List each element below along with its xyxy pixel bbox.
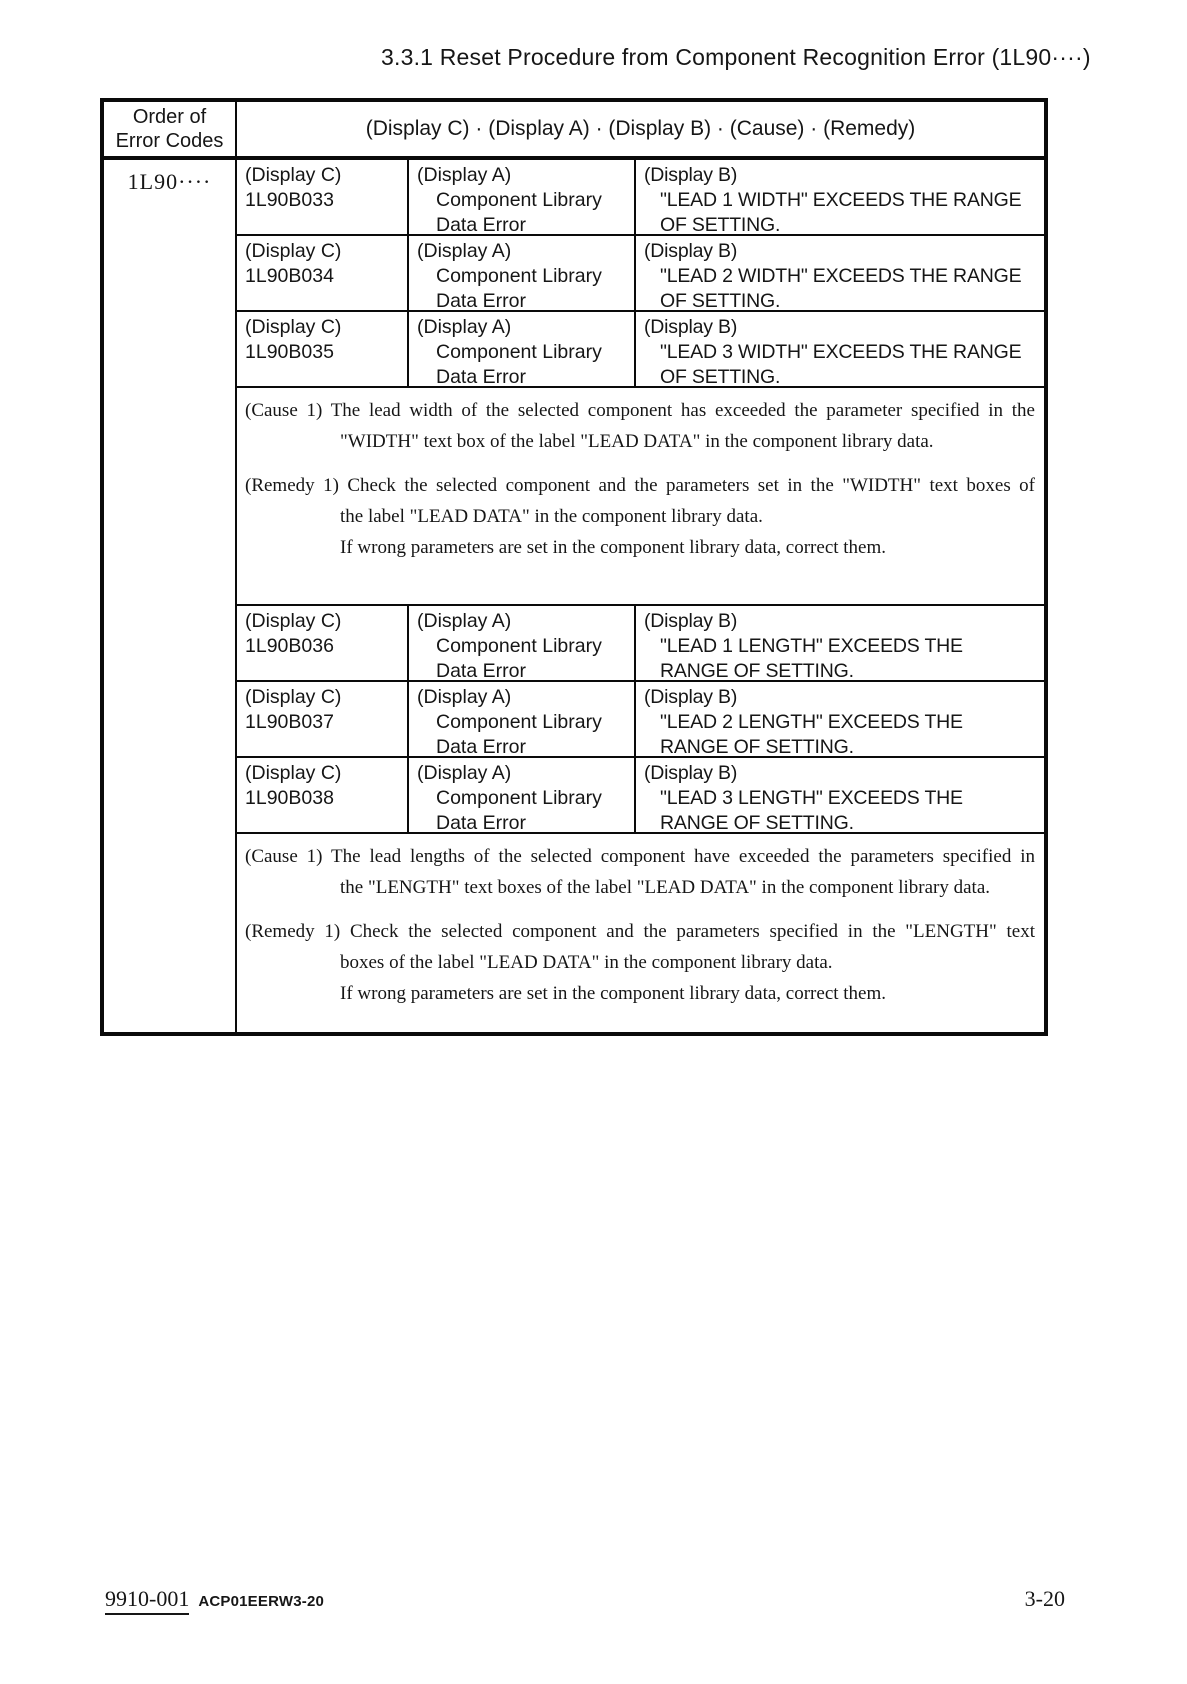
display-b-text: "LEAD 2 LENGTH" EXCEEDS THE (660, 711, 963, 733)
display-c-code: 1L90B038 (245, 787, 334, 809)
display-a-label: (Display A) (417, 316, 512, 338)
display-a-text: Component Library (436, 265, 602, 287)
header-order-of-error-codes (104, 102, 237, 156)
display-a-label: (Display A) (417, 762, 512, 784)
error-row-1l90b037 (237, 682, 1044, 758)
remedy-text: (Remedy 1) Check the selected component and the parameters set in the "WIDTH" text boxes of (245, 475, 1035, 496)
display-a-text: Component Library (436, 341, 602, 363)
display-c-label: (Display C) (245, 240, 342, 262)
display-b-text: "LEAD 3 WIDTH" EXCEEDS THE RANGE (660, 341, 1022, 363)
display-a-label: (Display A) (417, 164, 512, 186)
error-row-1l90b034 (237, 236, 1044, 312)
display-c-code: 1L90B035 (245, 341, 334, 363)
error-code-group: 1L90···· (104, 160, 237, 1032)
remedy-text: the label "LEAD DATA" in the component library data. (340, 506, 763, 527)
page-title: 3.3.1 Reset Procedure from Component Recognition Error (1L90····) (381, 44, 1091, 70)
error-row-1l90b036 (237, 606, 1044, 682)
display-b-cell (636, 236, 1044, 310)
display-b-text: RANGE OF SETTING. (660, 812, 854, 834)
remedy-text: boxes of the label "LEAD DATA" in the component library data. (340, 952, 833, 973)
display-b-cell (636, 312, 1044, 386)
display-b-text: "LEAD 1 WIDTH" EXCEEDS THE RANGE (660, 189, 1022, 211)
display-a-cell (409, 312, 636, 386)
display-a-cell (409, 236, 636, 310)
display-a-cell (409, 606, 636, 680)
error-row-1l90b035 (237, 312, 1044, 388)
display-b-text: "LEAD 3 LENGTH" EXCEEDS THE (660, 787, 963, 809)
display-c-cell (237, 312, 409, 386)
header-col1-line1: Order of (132, 106, 207, 128)
display-a-cell (409, 682, 636, 756)
table-body (104, 160, 1044, 1032)
error-row-1l90b038 (237, 758, 1044, 834)
display-b-cell (636, 606, 1044, 680)
error-row-1l90b033 (237, 160, 1044, 236)
display-b-label: (Display B) (644, 610, 738, 632)
display-b-text: RANGE OF SETTING. (660, 660, 854, 682)
remedy-text: If wrong parameters are set in the component library data, correct them. (340, 983, 887, 1004)
display-b-text: "LEAD 2 WIDTH" EXCEEDS THE RANGE (660, 265, 1022, 287)
display-a-label: (Display A) (417, 240, 512, 262)
cause-remedy-block-length (237, 834, 1044, 1032)
display-b-cell (636, 758, 1044, 832)
header-col1-line2: Error Codes (115, 130, 224, 152)
cause-text: (Cause 1) The lead lengths of the selected component have exceeded the parameters specified in (245, 846, 1035, 867)
display-a-text: Component Library (436, 635, 602, 657)
display-a-cell (409, 160, 636, 234)
display-c-code: 1L90B033 (245, 189, 334, 211)
display-c-cell (237, 606, 409, 680)
display-a-text: Component Library (436, 787, 602, 809)
display-b-text: OF SETTING. (660, 366, 781, 388)
display-b-text: "LEAD 1 LENGTH" EXCEEDS THE (660, 635, 963, 657)
display-b-text: OF SETTING. (660, 290, 781, 312)
page-footer (105, 1586, 1065, 1615)
display-c-label: (Display C) (245, 316, 342, 338)
doc-number: 9910-001 (105, 1586, 189, 1615)
display-c-label: (Display C) (245, 610, 342, 632)
display-c-label: (Display C) (245, 164, 342, 186)
display-a-text: Data Error (436, 736, 526, 758)
display-b-label: (Display B) (644, 762, 738, 784)
display-c-code: 1L90B034 (245, 265, 334, 287)
cause-remedy-block-width (237, 388, 1044, 606)
display-c-code: 1L90B037 (245, 711, 334, 733)
display-b-cell (636, 160, 1044, 234)
display-c-cell (237, 682, 409, 756)
display-c-code: 1L90B036 (245, 635, 334, 657)
footer-left (105, 1586, 324, 1615)
display-b-text: RANGE OF SETTING. (660, 736, 854, 758)
display-b-label: (Display B) (644, 240, 738, 262)
display-b-label: (Display B) (644, 686, 738, 708)
display-a-text: Data Error (436, 812, 526, 834)
display-a-text: Data Error (436, 214, 526, 236)
display-a-text: Component Library (436, 711, 602, 733)
cause-text: (Cause 1) The lead width of the selected component has exceeded the parameter specified in the (245, 400, 1035, 421)
display-c-cell (237, 236, 409, 310)
display-c-cell (237, 160, 409, 234)
cause-text: the "LENGTH" text boxes of the label "LEAD DATA" in the component library data. (340, 877, 990, 898)
cause-text: "WIDTH" text box of the label "LEAD DATA" in the component library data. (340, 431, 934, 452)
display-a-label: (Display A) (417, 610, 512, 632)
remedy-text: If wrong parameters are set in the component library data, correct them. (340, 537, 887, 558)
display-a-text: Data Error (436, 660, 526, 682)
display-b-label: (Display B) (644, 164, 738, 186)
error-rows-column (237, 160, 1044, 1032)
display-a-text: Data Error (436, 366, 526, 388)
display-b-label: (Display B) (644, 316, 738, 338)
display-a-text: Component Library (436, 189, 602, 211)
header-display-cause-remedy: (Display C) · (Display A) · (Display B) · (Cause) · (Remedy) (365, 117, 916, 140)
page-number: 3-20 (1024, 1586, 1065, 1611)
error-code-table (100, 98, 1048, 1036)
display-a-label: (Display A) (417, 686, 512, 708)
display-b-cell (636, 682, 1044, 756)
display-a-cell (409, 758, 636, 832)
table-header-row (104, 102, 1044, 160)
doc-code: ACP01EERW3-20 (198, 1593, 325, 1610)
display-b-text: OF SETTING. (660, 214, 781, 236)
remedy-text: (Remedy 1) Check the selected component and the parameters specified in the "LENGTH" text (245, 921, 1035, 942)
display-c-label: (Display C) (245, 762, 342, 784)
display-c-cell (237, 758, 409, 832)
display-a-text: Data Error (436, 290, 526, 312)
display-c-label: (Display C) (245, 686, 342, 708)
